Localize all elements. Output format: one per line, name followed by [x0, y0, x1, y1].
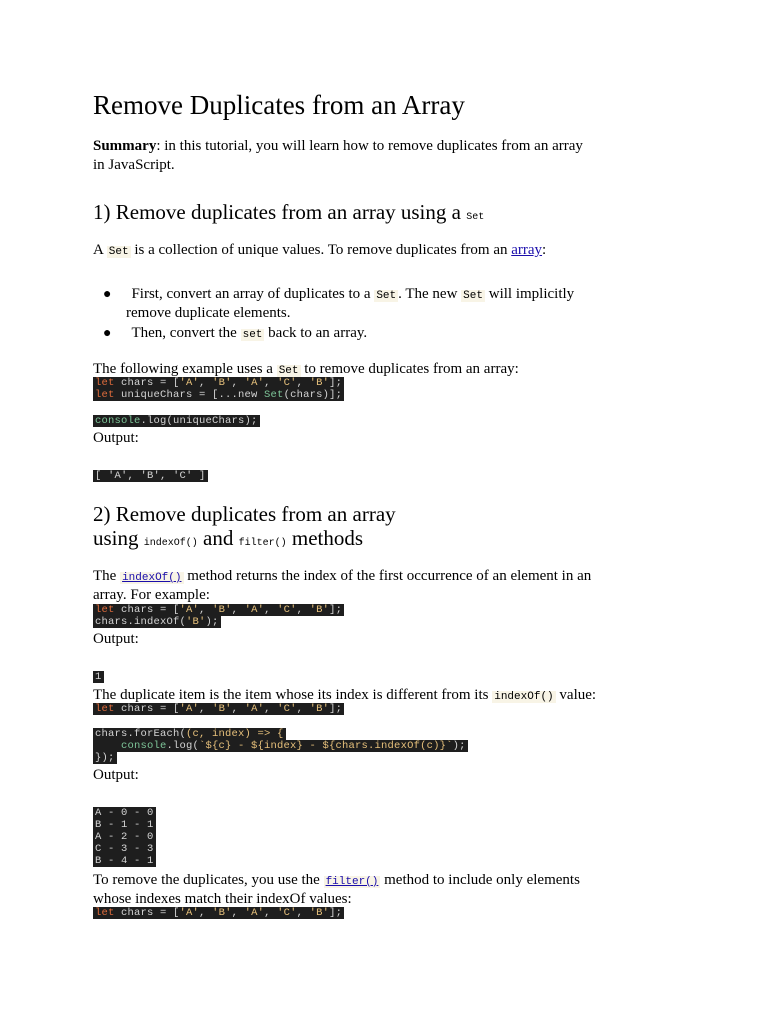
- code-function: Set: [264, 389, 284, 401]
- summary-line-1: [93, 137, 583, 156]
- code-text: ,: [264, 604, 278, 616]
- summary-label: Summary: [93, 138, 157, 154]
- code-keyword: let: [95, 907, 115, 919]
- code-string: 'B': [309, 377, 330, 389]
- heading-text: methods: [291, 526, 364, 550]
- code-line: [93, 907, 344, 919]
- code-text: ,: [199, 907, 213, 919]
- heading-code-filter: filter(): [238, 538, 287, 549]
- code-text: ,: [199, 604, 213, 616]
- section2-heading-line-2: [93, 525, 363, 557]
- code-text: .log(uniqueChars);: [140, 415, 258, 427]
- code-text: chars = [: [114, 703, 180, 715]
- code-string: 'B': [309, 907, 330, 919]
- code-string: `${c} - ${index} - ${chars.indexOf(c)}`: [199, 740, 453, 752]
- bullet-list-item-1: [103, 285, 574, 306]
- output-line: A - 2 - 0: [95, 831, 154, 843]
- section1-heading-text: 1) Remove duplicates from an array using a: [93, 200, 461, 224]
- code-string: 'C': [277, 377, 297, 389]
- code-string: 'A': [244, 703, 265, 715]
- code-string: 'A': [244, 604, 265, 616]
- output-line: B - 1 - 1: [95, 819, 154, 831]
- bullet-dot-icon: ●: [103, 287, 112, 302]
- code-string: 'B': [212, 907, 232, 919]
- example-text-a: The following example uses a: [93, 361, 273, 377]
- output-label: Output:: [93, 767, 139, 783]
- code-string: 'B': [309, 703, 330, 715]
- code-text: uniqueChars = [...new: [114, 389, 265, 401]
- output-line: C - 3 - 3: [95, 843, 154, 855]
- code-text: chars = [: [114, 604, 180, 616]
- section2-para-3-line-2: whose indexes match their indexOf values:: [93, 891, 352, 907]
- code-string: 'A': [179, 604, 200, 616]
- code-text: ];: [329, 907, 343, 919]
- bullet-list-item-2: [103, 324, 367, 345]
- intro-text-b: is a collection of unique values. To remove duplicates from an: [134, 242, 508, 258]
- code-text: chars.forEach(: [95, 728, 187, 740]
- code-text: .log(: [166, 740, 200, 752]
- section1-heading: [93, 199, 484, 231]
- array-link[interactable]: array: [511, 242, 543, 258]
- para-text-a: To remove the duplicates, you use the: [93, 872, 320, 888]
- code-text: ,: [231, 377, 245, 389]
- code-keyword: let: [95, 389, 115, 401]
- code-string: 'B': [212, 703, 232, 715]
- intro-code: Set: [108, 246, 129, 258]
- code-keyword: let: [95, 377, 115, 389]
- para-text-b: method returns the index of the first occurrence of an element in an: [187, 568, 592, 584]
- para-text-a: The: [93, 568, 117, 584]
- code-line: });: [95, 752, 115, 764]
- example-code: Set: [278, 365, 299, 377]
- code-string: 'B': [309, 604, 330, 616]
- para-text-b: value:: [559, 687, 597, 703]
- code-line: [93, 415, 260, 427]
- output-line: A - 0 - 0: [95, 807, 154, 819]
- bullet2-code: set: [242, 329, 263, 341]
- output-block: [ 'A', 'B', 'C' ]: [95, 470, 206, 482]
- code-string: 'A': [179, 703, 200, 715]
- code-string: 'B': [212, 604, 232, 616]
- code-text: ,: [231, 604, 245, 616]
- code-params: (c, index) => {: [186, 728, 284, 740]
- code-string: 'A': [179, 907, 200, 919]
- code-string: 'B': [212, 377, 232, 389]
- code-line: [93, 604, 344, 616]
- code-line: [93, 740, 468, 752]
- bullet2-text-b: back to an array.: [268, 325, 368, 341]
- code-string: 'A': [179, 377, 200, 389]
- code-keyword: let: [95, 604, 115, 616]
- code-text: ,: [264, 907, 278, 919]
- code-text: ,: [264, 377, 278, 389]
- indexof-link[interactable]: indexOf(): [122, 572, 182, 584]
- code-string: 'A': [244, 907, 265, 919]
- code-text: ];: [329, 703, 343, 715]
- code-string: 'C': [277, 604, 297, 616]
- code-function: console: [95, 415, 141, 427]
- code-function: console: [121, 740, 167, 752]
- bullet1-text-c: will implicitly: [488, 286, 575, 302]
- intro-text-a: A: [93, 242, 104, 258]
- code-text: ,: [296, 703, 310, 715]
- intro-text-c: :: [542, 242, 547, 258]
- code-text: );: [452, 740, 466, 752]
- code-line: [93, 703, 344, 715]
- section2-heading-line-1: 2) Remove duplicates from an array: [93, 502, 396, 526]
- bullet-dot-icon: ●: [103, 326, 112, 341]
- code-keyword: let: [95, 703, 115, 715]
- bullet1-text-b: . The new: [398, 286, 458, 302]
- code-text: ,: [231, 703, 245, 715]
- code-text: (chars)];: [283, 389, 343, 401]
- section1-intro: [93, 241, 546, 262]
- heading-code-indexof: indexOf(): [143, 538, 198, 549]
- code-text: ,: [296, 604, 310, 616]
- section2-para-1: [93, 567, 591, 588]
- code-text: ,: [199, 377, 213, 389]
- code-string: 'C': [277, 907, 297, 919]
- page-title: Remove Duplicates from an Array: [93, 90, 465, 120]
- code-text: );: [205, 616, 219, 628]
- code-line: [93, 377, 344, 389]
- example-text-b: to remove duplicates from an array:: [304, 361, 519, 377]
- para-text-b: method to include only elements: [384, 872, 580, 888]
- output-label: Output:: [93, 631, 139, 647]
- para-text-a: The duplicate item is the item whose its index is different from its: [93, 687, 489, 703]
- output-block: 1: [95, 671, 102, 683]
- code-string: 'A': [244, 377, 265, 389]
- code-text: ,: [264, 703, 278, 715]
- bullet1-text-a: First, convert an array of duplicates to a: [131, 286, 371, 302]
- section2-para-3: [93, 871, 580, 892]
- filter-link[interactable]: filter(): [325, 876, 379, 888]
- bullet1-code: Set: [376, 290, 397, 302]
- para-code: indexOf(): [494, 691, 554, 703]
- summary-line-2: in JavaScript.: [93, 157, 175, 173]
- code-string: 'B': [186, 616, 206, 628]
- bullet1-line-2: remove duplicate elements.: [126, 305, 291, 321]
- code-line: [93, 389, 344, 401]
- heading-text: using: [93, 526, 139, 550]
- code-line: [93, 728, 286, 740]
- output-label: Output:: [93, 430, 139, 446]
- code-text: ,: [296, 907, 310, 919]
- output-line: B - 4 - 1: [95, 855, 154, 867]
- code-text: ];: [329, 377, 343, 389]
- code-text: ,: [231, 907, 245, 919]
- code-text: chars = [: [114, 907, 180, 919]
- heading-text: and: [203, 526, 234, 550]
- code-text: ];: [329, 604, 343, 616]
- code-text: chars.indexOf(: [95, 616, 187, 628]
- section2-para-1-line-2: array. For example:: [93, 587, 210, 603]
- section1-heading-code: Set: [466, 212, 485, 223]
- bullet1-code2: Set: [463, 290, 483, 302]
- code-text: ,: [296, 377, 310, 389]
- summary-text: : in this tutorial, you will learn how to remove duplicates from an array: [156, 138, 583, 154]
- code-line: [93, 616, 221, 628]
- code-text: ,: [199, 703, 213, 715]
- code-text: chars = [: [114, 377, 180, 389]
- bullet2-text-a: Then, convert the: [131, 325, 237, 341]
- code-string: 'C': [277, 703, 297, 715]
